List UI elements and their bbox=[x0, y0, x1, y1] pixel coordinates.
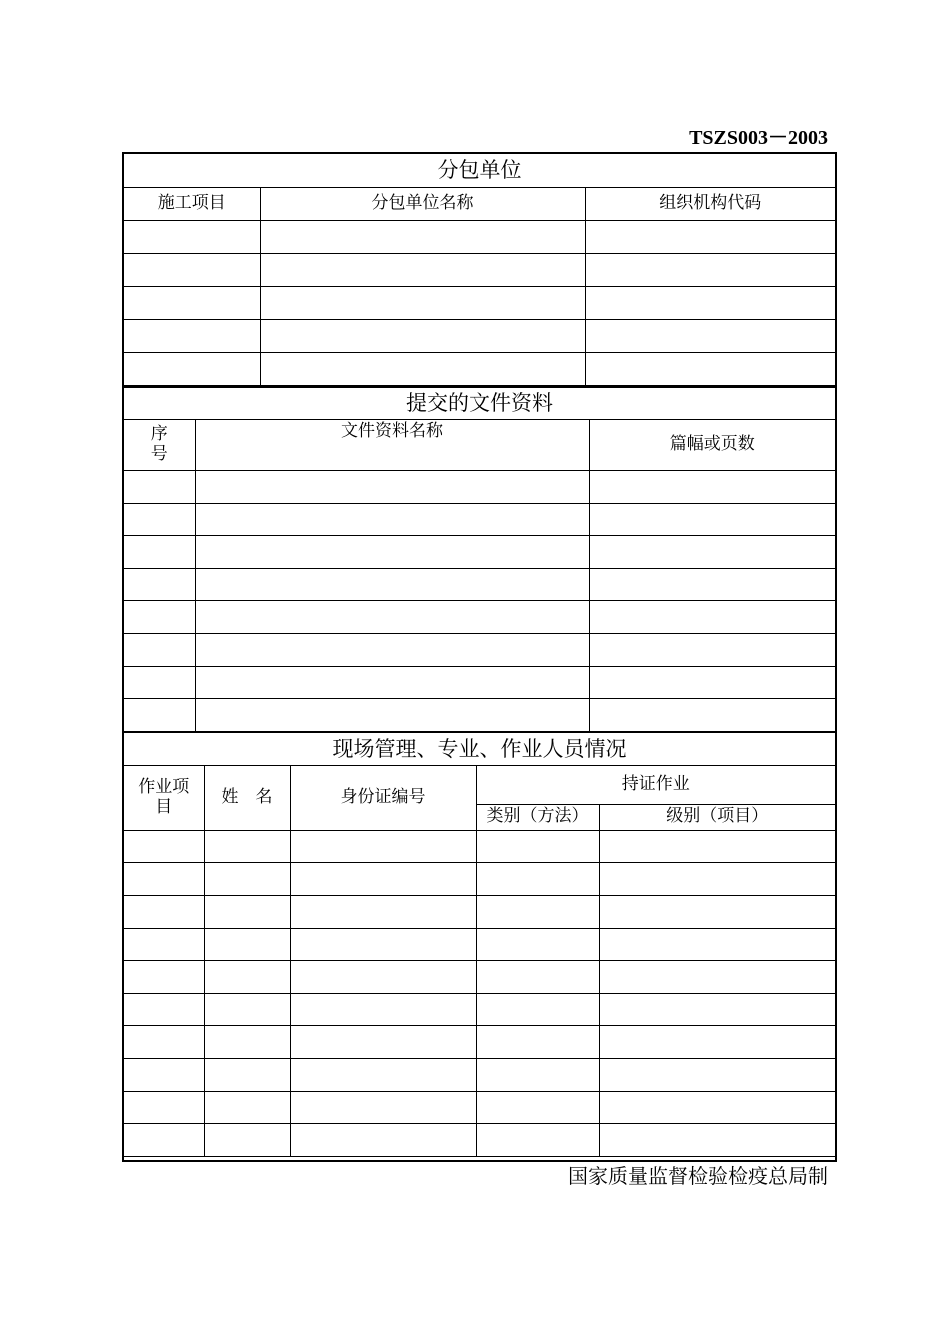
header-level: 级别（项目） bbox=[599, 804, 835, 830]
personnel-cell[interactable] bbox=[476, 1058, 599, 1091]
personnel-cell[interactable] bbox=[290, 928, 476, 961]
personnel-cell[interactable] bbox=[124, 961, 204, 994]
header-serial-no-line1: 序 bbox=[150, 424, 168, 445]
subcontractor-cell[interactable] bbox=[260, 286, 585, 319]
personnel-cell[interactable] bbox=[599, 961, 835, 994]
personnel-cell[interactable] bbox=[124, 895, 204, 928]
personnel-cell[interactable] bbox=[204, 1124, 290, 1157]
personnel-row bbox=[124, 1091, 835, 1124]
personnel-table bbox=[124, 732, 835, 1157]
document-cell[interactable] bbox=[195, 503, 589, 536]
document-row bbox=[124, 503, 835, 536]
subcontractor-cell[interactable] bbox=[585, 319, 835, 352]
header-certified-work: 持证作业 bbox=[476, 765, 835, 804]
personnel-cell[interactable] bbox=[204, 961, 290, 994]
personnel-cell[interactable] bbox=[476, 1091, 599, 1124]
document-cell[interactable] bbox=[124, 601, 195, 634]
personnel-cell[interactable] bbox=[290, 895, 476, 928]
personnel-cell[interactable] bbox=[204, 1058, 290, 1091]
document-row bbox=[124, 633, 835, 666]
document-cell[interactable] bbox=[195, 471, 589, 504]
personnel-cell[interactable] bbox=[599, 993, 835, 1026]
document-cell[interactable] bbox=[589, 666, 835, 699]
personnel-cell[interactable] bbox=[124, 1058, 204, 1091]
personnel-cell[interactable] bbox=[599, 1124, 835, 1157]
document-row bbox=[124, 568, 835, 601]
subcontractor-cell[interactable] bbox=[260, 319, 585, 352]
document-cell[interactable] bbox=[195, 601, 589, 634]
personnel-row bbox=[124, 928, 835, 961]
subcontractor-cell[interactable] bbox=[260, 220, 585, 253]
document-cell[interactable] bbox=[124, 666, 195, 699]
personnel-cell[interactable] bbox=[290, 1026, 476, 1059]
subcontractor-table bbox=[124, 154, 835, 386]
personnel-cell[interactable] bbox=[476, 961, 599, 994]
header-category: 类别（方法） bbox=[476, 804, 599, 830]
header-name: 姓 名 bbox=[204, 765, 290, 830]
personnel-cell[interactable] bbox=[204, 993, 290, 1026]
subcontractor-cell[interactable] bbox=[585, 253, 835, 286]
personnel-cell[interactable] bbox=[290, 961, 476, 994]
document-cell[interactable] bbox=[195, 633, 589, 666]
subcontractor-row bbox=[124, 286, 835, 319]
documents-table bbox=[124, 386, 835, 732]
document-cell[interactable] bbox=[124, 699, 195, 732]
personnel-row bbox=[124, 1058, 835, 1091]
document-cell[interactable] bbox=[124, 536, 195, 569]
personnel-cell[interactable] bbox=[290, 1091, 476, 1124]
header-work-item-line2: 目 bbox=[155, 796, 173, 817]
personnel-cell[interactable] bbox=[204, 928, 290, 961]
personnel-cell[interactable] bbox=[476, 1124, 599, 1157]
header-subcontractor-name: 分包单位名称 bbox=[260, 187, 585, 220]
personnel-cell[interactable] bbox=[124, 863, 204, 896]
document-cell[interactable] bbox=[589, 601, 835, 634]
personnel-cell[interactable] bbox=[599, 895, 835, 928]
document-cell[interactable] bbox=[195, 536, 589, 569]
personnel-cell[interactable] bbox=[124, 1026, 204, 1059]
personnel-cell[interactable] bbox=[204, 1091, 290, 1124]
header-serial-no bbox=[124, 420, 195, 471]
document-row bbox=[124, 536, 835, 569]
section3-title: 现场管理、专业、作业人员情况 bbox=[124, 732, 835, 765]
subcontractor-cell[interactable] bbox=[260, 253, 585, 286]
personnel-row bbox=[124, 993, 835, 1026]
personnel-cell[interactable] bbox=[204, 895, 290, 928]
personnel-cell[interactable] bbox=[476, 928, 599, 961]
document-cell[interactable] bbox=[589, 536, 835, 569]
header-org-code: 组织机构代码 bbox=[585, 187, 835, 220]
personnel-cell[interactable] bbox=[204, 1026, 290, 1059]
document-cell[interactable] bbox=[124, 503, 195, 536]
personnel-cell[interactable] bbox=[599, 928, 835, 961]
subcontractor-cell[interactable] bbox=[124, 220, 260, 253]
personnel-cell[interactable] bbox=[124, 993, 204, 1026]
personnel-cell[interactable] bbox=[124, 830, 204, 863]
subcontractor-cell[interactable] bbox=[124, 352, 260, 385]
personnel-cell[interactable] bbox=[476, 1026, 599, 1059]
document-cell[interactable] bbox=[124, 633, 195, 666]
personnel-cell[interactable] bbox=[599, 830, 835, 863]
personnel-cell[interactable] bbox=[204, 863, 290, 896]
section2-title: 提交的文件资料 bbox=[124, 387, 835, 420]
personnel-row bbox=[124, 863, 835, 896]
subcontractor-cell[interactable] bbox=[260, 352, 585, 385]
subcontractor-row bbox=[124, 319, 835, 352]
personnel-cell[interactable] bbox=[124, 928, 204, 961]
header-doc-name: 文件资料名称 bbox=[195, 420, 589, 471]
personnel-cell[interactable] bbox=[290, 830, 476, 863]
personnel-cell[interactable] bbox=[599, 1091, 835, 1124]
document-row bbox=[124, 471, 835, 504]
personnel-cell[interactable] bbox=[124, 1124, 204, 1157]
personnel-cell[interactable] bbox=[599, 863, 835, 896]
document-row bbox=[124, 699, 835, 732]
personnel-cell[interactable] bbox=[290, 1058, 476, 1091]
personnel-cell[interactable] bbox=[599, 1058, 835, 1091]
personnel-cell[interactable] bbox=[290, 993, 476, 1026]
document-row bbox=[124, 601, 835, 634]
personnel-cell[interactable] bbox=[124, 1091, 204, 1124]
personnel-cell[interactable] bbox=[204, 830, 290, 863]
header-construction-item: 施工项目 bbox=[124, 187, 260, 220]
form-frame bbox=[122, 152, 837, 1162]
subcontractor-cell[interactable] bbox=[585, 220, 835, 253]
subcontractor-cell[interactable] bbox=[585, 286, 835, 319]
subcontractor-row bbox=[124, 352, 835, 385]
issuer-footer: 国家质量监督检验检疫总局制 bbox=[568, 1164, 828, 1188]
personnel-cell[interactable] bbox=[290, 1124, 476, 1157]
header-pages: 篇幅或页数 bbox=[589, 420, 835, 471]
subcontractor-cell[interactable] bbox=[124, 319, 260, 352]
document-cell[interactable] bbox=[589, 471, 835, 504]
personnel-row bbox=[124, 1026, 835, 1059]
personnel-cell[interactable] bbox=[476, 993, 599, 1026]
personnel-cell[interactable] bbox=[290, 863, 476, 896]
personnel-row bbox=[124, 1124, 835, 1157]
document-cell[interactable] bbox=[195, 699, 589, 732]
document-cell[interactable] bbox=[589, 503, 835, 536]
form-code: TSZS003－2003 bbox=[689, 127, 828, 149]
personnel-row bbox=[124, 830, 835, 863]
header-work-item bbox=[124, 765, 204, 830]
personnel-cell[interactable] bbox=[476, 830, 599, 863]
personnel-row bbox=[124, 895, 835, 928]
personnel-cell[interactable] bbox=[599, 1026, 835, 1059]
document-cell[interactable] bbox=[195, 568, 589, 601]
section1-title: 分包单位 bbox=[124, 154, 835, 187]
subcontractor-cell[interactable] bbox=[585, 352, 835, 385]
document-cell[interactable] bbox=[195, 666, 589, 699]
header-id-number: 身份证编号 bbox=[290, 765, 476, 830]
personnel-cell[interactable] bbox=[476, 895, 599, 928]
document-cell[interactable] bbox=[589, 633, 835, 666]
document-cell[interactable] bbox=[589, 568, 835, 601]
subcontractor-cell[interactable] bbox=[124, 253, 260, 286]
personnel-row bbox=[124, 961, 835, 994]
header-serial-no-line2: 号 bbox=[150, 444, 168, 464]
subcontractor-row bbox=[124, 253, 835, 286]
document-row bbox=[124, 666, 835, 699]
header-work-item-line1: 作业项 bbox=[138, 777, 190, 798]
document-cell[interactable] bbox=[124, 568, 195, 601]
subcontractor-cell[interactable] bbox=[124, 286, 260, 319]
document-cell[interactable] bbox=[589, 699, 835, 732]
personnel-cell[interactable] bbox=[476, 863, 599, 896]
subcontractor-row bbox=[124, 220, 835, 253]
document-cell[interactable] bbox=[124, 471, 195, 504]
